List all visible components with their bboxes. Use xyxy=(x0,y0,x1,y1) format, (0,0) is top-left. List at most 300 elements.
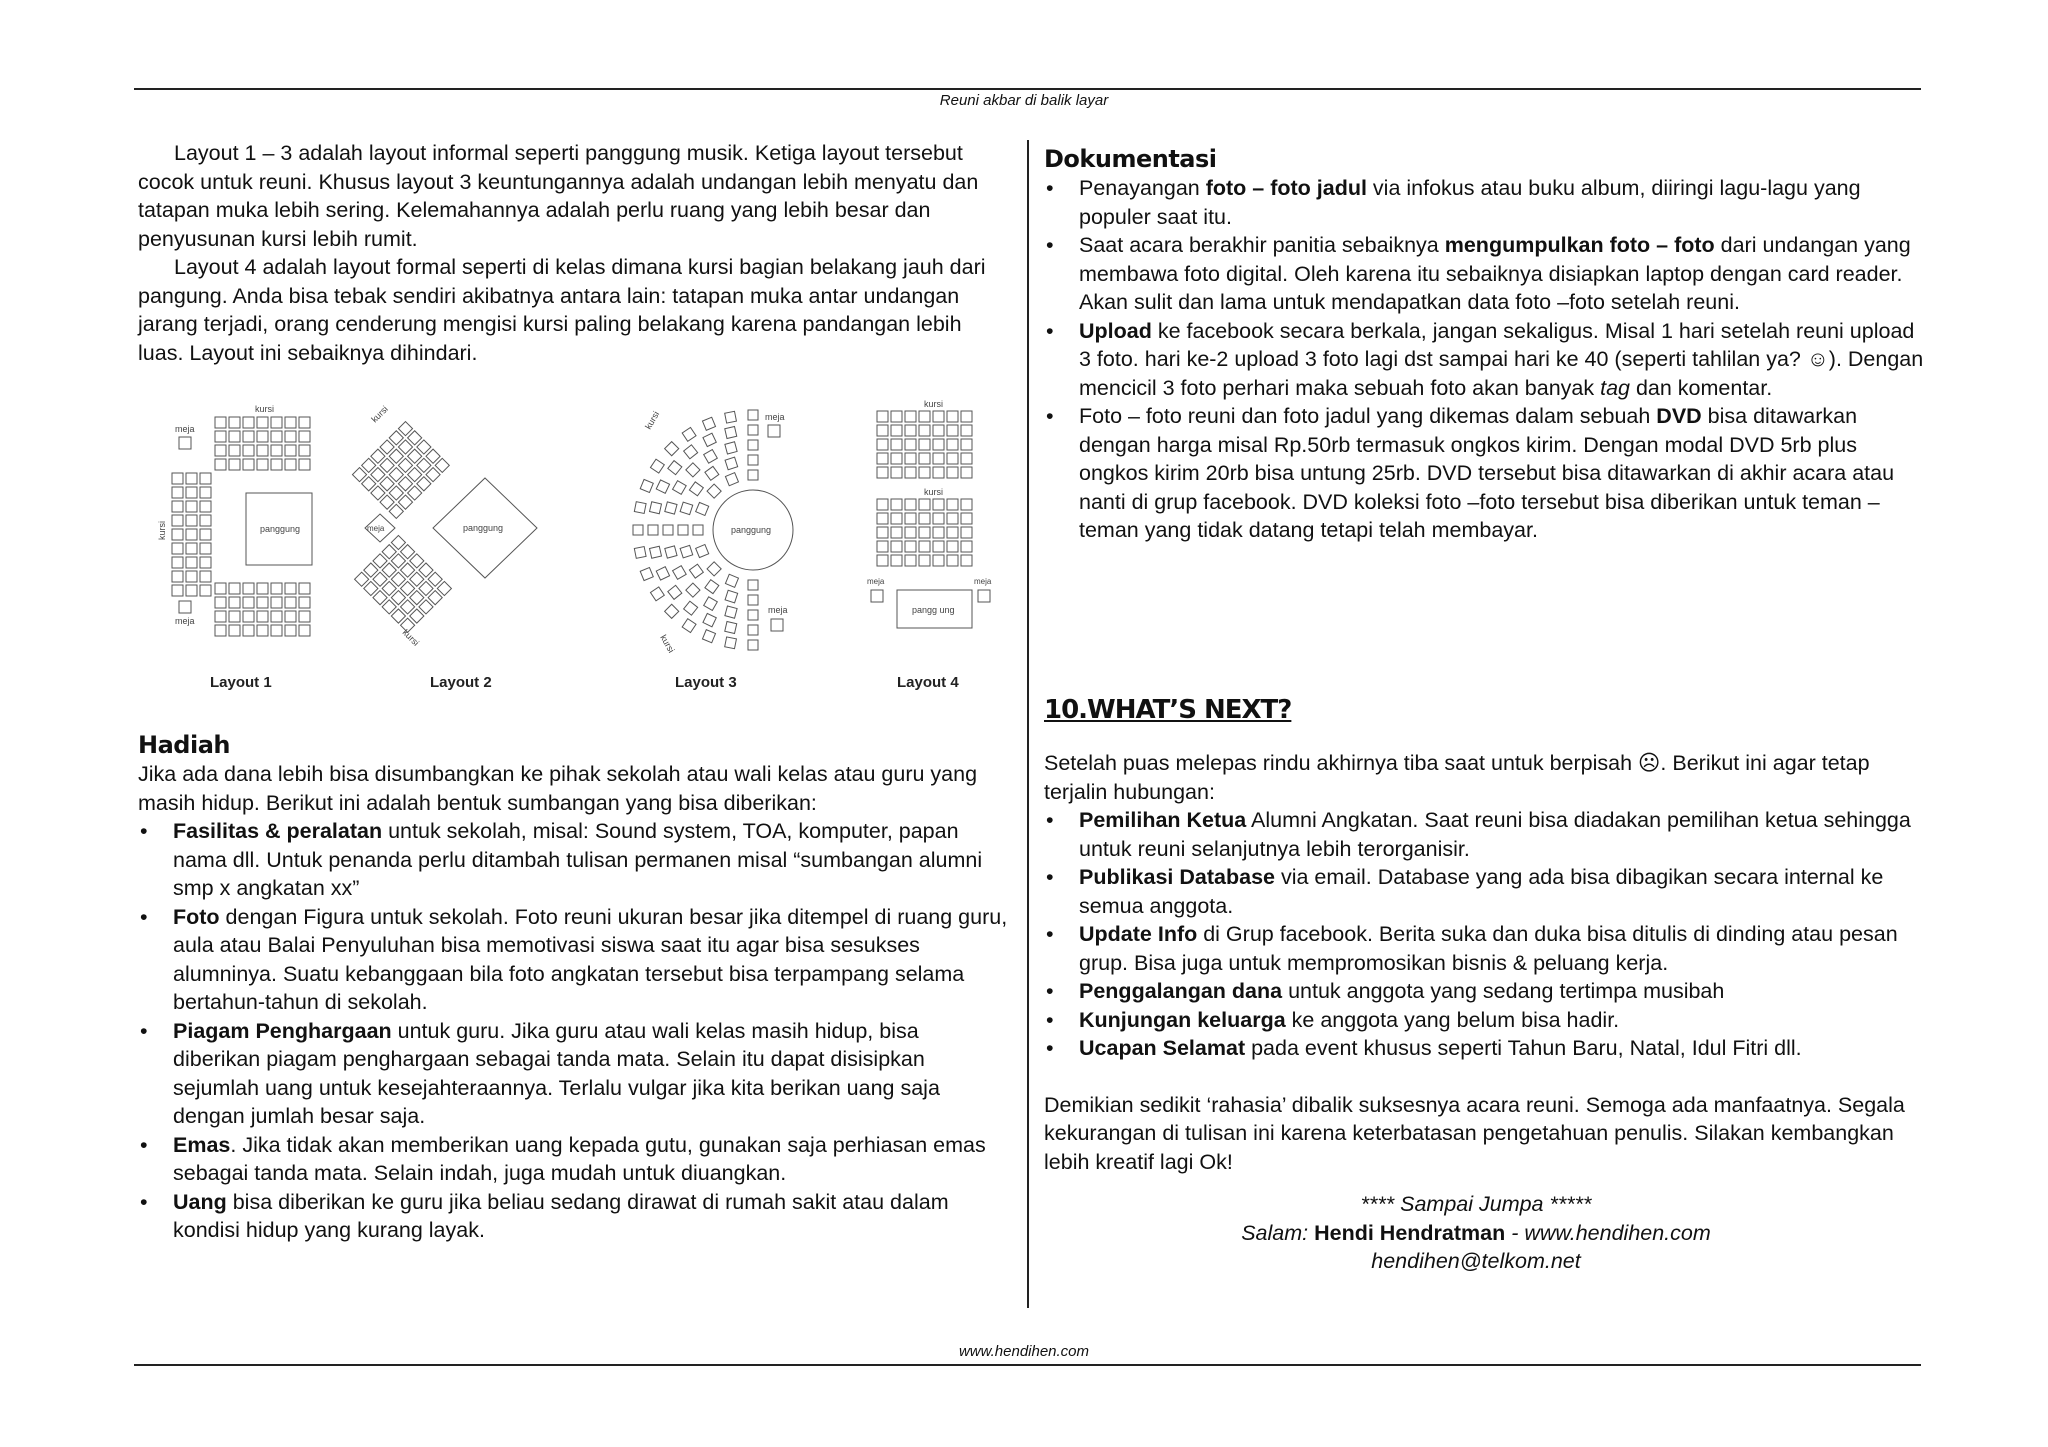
chair xyxy=(891,499,902,510)
chair xyxy=(919,411,930,422)
column-divider xyxy=(1027,140,1029,1308)
chair xyxy=(186,487,197,498)
chair xyxy=(725,622,737,634)
chair xyxy=(686,583,700,597)
chair xyxy=(877,439,888,450)
chair xyxy=(172,515,183,526)
chair xyxy=(243,611,254,622)
table xyxy=(179,601,191,613)
list-item: • Saat acara berakhir panitia sebaiknya mengumpulkan foto – foto dari undangan yang membawa foto digital. Oleh karena itu sebaiknya disiapkan laptop dengan card reader. Akan sulit dan lama untuk mendapatkan data foto –foto setelah reuni. xyxy=(1044,231,1924,317)
chair xyxy=(257,625,268,636)
signature-line-2: Salam: Hendi Hendratman - www.hendihen.com xyxy=(1241,1220,1711,1245)
chair xyxy=(933,439,944,450)
whats-next-list xyxy=(1044,806,1924,1063)
chair xyxy=(229,431,240,442)
label-kursi: kursi xyxy=(924,487,944,497)
list-item: • Penggalangan dana untuk anggota yang sedang tertimpa musibah xyxy=(1044,977,1924,1006)
chair xyxy=(668,461,682,475)
chair xyxy=(285,597,296,608)
chair xyxy=(398,458,412,472)
signature-line-1: **** Sampai Jumpa ***** xyxy=(1360,1192,1592,1216)
chair xyxy=(229,445,240,456)
label-meja: meja xyxy=(768,605,788,615)
chair xyxy=(684,445,698,459)
chair xyxy=(200,473,211,484)
hadiah-title: Hadiah xyxy=(138,731,230,759)
whats-next-title: 10.WHAT’S NEXT? xyxy=(1044,695,1292,725)
chair xyxy=(702,630,715,643)
layout-caption: Layout 2 xyxy=(430,674,492,691)
chair xyxy=(877,467,888,478)
chair xyxy=(229,583,240,594)
chair xyxy=(243,459,254,470)
table xyxy=(179,437,191,449)
label-kursi: kursi xyxy=(924,399,944,409)
chair xyxy=(419,581,433,595)
chair xyxy=(380,440,394,454)
chair xyxy=(682,619,696,633)
chair xyxy=(257,583,268,594)
chair xyxy=(364,581,378,595)
chair xyxy=(229,459,240,470)
chair xyxy=(686,463,700,477)
chair xyxy=(748,595,758,605)
label-panggung: panggung xyxy=(731,525,772,535)
layouts-svg xyxy=(140,385,1010,705)
chair xyxy=(172,501,183,512)
chair xyxy=(299,625,310,636)
list-item: • Fasilitas & peralatan untuk sekolah, misal: Sound system, TOA, komputer, papan nama dll. Untuk penanda perlu ditambah tulisan permanen misal “sumbangan alumni smp x angkatan xx” xyxy=(138,817,1008,903)
chair xyxy=(243,431,254,442)
layout-caption: Layout 4 xyxy=(897,674,959,691)
chair xyxy=(257,597,268,608)
chair xyxy=(186,543,197,554)
chair xyxy=(905,499,916,510)
chair xyxy=(891,467,902,478)
chair xyxy=(200,557,211,568)
table xyxy=(771,619,783,631)
chair xyxy=(271,597,282,608)
chair xyxy=(172,557,183,568)
dokumentasi-list xyxy=(1044,174,1924,545)
chair xyxy=(285,459,296,470)
chair xyxy=(299,611,310,622)
chair xyxy=(285,583,296,594)
chair xyxy=(186,557,197,568)
chair xyxy=(656,567,669,580)
chair xyxy=(426,449,440,463)
table xyxy=(768,425,780,437)
label-kursi: kursi xyxy=(658,633,677,655)
chair xyxy=(684,601,698,615)
chair xyxy=(919,439,930,450)
chair xyxy=(257,459,268,470)
chair xyxy=(877,425,888,436)
chair xyxy=(933,499,944,510)
chair xyxy=(961,513,972,524)
chair xyxy=(257,445,268,456)
chair xyxy=(668,585,682,599)
chair xyxy=(410,554,424,568)
chair xyxy=(947,541,958,552)
chair xyxy=(748,625,758,635)
chair xyxy=(877,453,888,464)
chair xyxy=(877,499,888,510)
chair xyxy=(299,431,310,442)
chair xyxy=(905,541,916,552)
chair xyxy=(947,527,958,538)
chair xyxy=(725,411,737,423)
running-header: Reuni akbar di balik layar xyxy=(939,92,1109,109)
table xyxy=(871,590,883,602)
chair xyxy=(271,611,282,622)
chair xyxy=(215,597,226,608)
chair xyxy=(200,529,211,540)
chair xyxy=(398,440,412,454)
chair xyxy=(650,459,664,473)
chair xyxy=(961,555,972,566)
chair xyxy=(891,453,902,464)
chair xyxy=(933,453,944,464)
chair xyxy=(417,477,431,491)
chair xyxy=(905,439,916,450)
chair xyxy=(410,609,424,623)
label-meja: meja xyxy=(765,412,785,422)
signature-email: hendihen@telkom.net xyxy=(1371,1249,1581,1273)
chair xyxy=(401,600,415,614)
chair xyxy=(748,580,758,590)
chair xyxy=(891,513,902,524)
chair xyxy=(200,585,211,596)
chair xyxy=(299,445,310,456)
chair xyxy=(389,504,403,518)
chair xyxy=(229,611,240,622)
chair xyxy=(186,515,197,526)
list-item: • Foto – foto reuni dan foto jadul yang dikemas dalam sebuah DVD bisa ditawarkan dengan harga misal Rp.50rb termasuk ongkos kirim. Dengan modal DVD 5rb plus ongkos kirim 20rb bisa untung 25rb. DVD tersebut bisa ditawarkan di akhir acara atau nanti di grup facebook. DVD koleksi foto –foto tersebut bisa diberikan untuk teman – teman yang tidak datang tetapi telah membayar. xyxy=(1044,402,1924,545)
chair xyxy=(380,477,394,491)
chair xyxy=(725,606,737,618)
chair xyxy=(961,453,972,464)
chair xyxy=(172,529,183,540)
chair xyxy=(634,502,646,514)
chair xyxy=(933,411,944,422)
chair xyxy=(172,473,183,484)
chair xyxy=(172,487,183,498)
chair xyxy=(919,499,930,510)
layout-caption: Layout 3 xyxy=(675,674,737,691)
chair xyxy=(961,467,972,478)
chair xyxy=(398,422,412,436)
chair xyxy=(200,487,211,498)
chair xyxy=(426,468,440,482)
chair xyxy=(725,473,738,486)
list-item: • Piagam Penghargaan untuk guru. Jika guru atau wali kelas masih hidup, bisa diberikan piagam penghargaan sebagai tanda mata. Selain itu dapat disisipkan sejumlah uang untuk kesejahteraannya. Terlalu vulgar jika kita berikan uang saja dengan jumlah besar saja. xyxy=(138,1017,1008,1131)
chair xyxy=(689,564,703,578)
chair xyxy=(905,527,916,538)
chair xyxy=(703,613,716,626)
chair xyxy=(215,417,226,428)
chair xyxy=(371,486,385,500)
chair-block xyxy=(352,422,449,519)
chair xyxy=(725,637,737,649)
chair xyxy=(373,591,387,605)
chair xyxy=(634,547,646,559)
chair xyxy=(186,501,197,512)
list-item: • Ucapan Selamat pada event khusus seperti Tahun Baru, Natal, Idul Fitri dll. xyxy=(1044,1034,1924,1063)
left-intro xyxy=(138,139,1008,367)
chair xyxy=(373,572,387,586)
chair xyxy=(355,572,369,586)
chair xyxy=(650,587,664,601)
chair xyxy=(919,425,930,436)
chair xyxy=(437,581,451,595)
chair xyxy=(891,425,902,436)
chair xyxy=(419,563,433,577)
chair xyxy=(373,554,387,568)
chair xyxy=(215,611,226,622)
chair xyxy=(410,572,424,586)
chair xyxy=(665,442,679,456)
chair xyxy=(877,527,888,538)
chair xyxy=(748,440,758,450)
chair xyxy=(673,481,687,495)
chair xyxy=(648,525,658,535)
chair xyxy=(389,449,403,463)
chair xyxy=(725,590,738,603)
chair xyxy=(680,502,693,515)
chair xyxy=(243,597,254,608)
chair xyxy=(215,431,226,442)
chair xyxy=(640,479,653,492)
chair xyxy=(665,502,677,514)
chair xyxy=(271,583,282,594)
chair xyxy=(877,541,888,552)
signature-block xyxy=(1044,1190,1908,1276)
chair xyxy=(748,470,758,480)
chair xyxy=(947,453,958,464)
chair xyxy=(693,525,703,535)
chair xyxy=(905,425,916,436)
chair xyxy=(891,411,902,422)
chair xyxy=(673,566,687,580)
whats-next-intro: Setelah puas melepas rindu akhirnya tiba saat untuk berpisah ☹. Berikut ini agar tetap terjalin hubungan: xyxy=(1044,751,1870,804)
chair xyxy=(285,611,296,622)
chair xyxy=(243,445,254,456)
chair xyxy=(382,545,396,559)
chair xyxy=(919,467,930,478)
chair xyxy=(243,583,254,594)
chair xyxy=(678,525,688,535)
chair xyxy=(299,583,310,594)
list-item: • Pemilihan Ketua Alumni Angkatan. Saat reuni bisa diadakan pemilihan ketua sehingga untuk reuni selanjutnya lebih terorganisir. xyxy=(1044,806,1924,863)
chair xyxy=(947,555,958,566)
chair xyxy=(172,585,183,596)
chair xyxy=(382,563,396,577)
chair xyxy=(352,468,366,482)
chair xyxy=(905,411,916,422)
chair xyxy=(919,555,930,566)
chair xyxy=(408,449,422,463)
chair xyxy=(725,427,737,439)
chair xyxy=(933,425,944,436)
chair xyxy=(905,453,916,464)
chair xyxy=(186,585,197,596)
hadiah-intro: Jika ada dana lebih bisa disumbangkan ke pihak sekolah atau wali kelas atau guru yang masih hidup. Berikut ini adalah bentuk sumbangan yang bisa diberikan: xyxy=(138,762,978,815)
chair xyxy=(725,442,737,454)
chair xyxy=(285,625,296,636)
chair xyxy=(640,567,653,580)
chair xyxy=(408,468,422,482)
chair xyxy=(748,455,758,465)
chair xyxy=(362,477,376,491)
chair xyxy=(961,411,972,422)
chair xyxy=(947,411,958,422)
chair xyxy=(271,445,282,456)
chair xyxy=(172,543,183,554)
chair xyxy=(665,546,677,558)
chair xyxy=(748,610,758,620)
chair xyxy=(186,473,197,484)
chair xyxy=(947,499,958,510)
chair xyxy=(933,541,944,552)
list-item: • Penayangan foto – foto jadul via infokus atau buku album, diiringi lagu-lagu yang populer saat itu. xyxy=(1044,174,1924,231)
chair xyxy=(933,527,944,538)
list-item: • Foto dengan Figura untuk sekolah. Foto reuni ukuran besar jika ditempel di ruang guru, aula atau Balai Penyuluhan bisa memotivasi siswa saat itu agar bisa sesukses alumninya. Suatu kebanggaan bila foto angkatan tersebut bisa terpampang selama bertahun-tahun di sekolah. xyxy=(138,903,1008,1017)
label-kursi: kursi xyxy=(400,627,422,648)
label-meja: meja xyxy=(367,524,385,533)
chair xyxy=(271,625,282,636)
chair xyxy=(271,459,282,470)
hadiah-section xyxy=(138,730,1008,1245)
chair xyxy=(215,459,226,470)
chair xyxy=(391,591,405,605)
chair xyxy=(919,527,930,538)
chair xyxy=(380,458,394,472)
chair xyxy=(705,580,719,594)
chair xyxy=(362,458,376,472)
chair xyxy=(696,545,709,558)
chair xyxy=(200,515,211,526)
chair xyxy=(919,513,930,524)
chair xyxy=(417,440,431,454)
chair xyxy=(428,572,442,586)
chair xyxy=(877,513,888,524)
chair xyxy=(285,417,296,428)
chair xyxy=(398,495,412,509)
chair xyxy=(257,611,268,622)
chair xyxy=(919,453,930,464)
chair xyxy=(229,417,240,428)
chair xyxy=(401,581,415,595)
chair xyxy=(961,439,972,450)
chair xyxy=(707,484,721,498)
label-meja: meja xyxy=(867,577,885,586)
list-item: • Uang bisa diberikan ke guru jika beliau sedang dirawat di rumah sakit atau dalam kondisi hidup yang kurang layak. xyxy=(138,1188,1008,1245)
chair xyxy=(428,591,442,605)
list-item: • Upload ke facebook secara berkala, jangan sekaligus. Misal 1 hari setelah reuni upload 3 foto. hari ke-2 upload 3 foto lagi dst sampai hari ke 40 (seperti tahlilan ya? ☺). Dengan mencicil 3 foto perhari maka sebuah foto akan banyak tag dan komentar. xyxy=(1044,317,1924,403)
chair xyxy=(961,499,972,510)
chair xyxy=(748,410,758,420)
chair xyxy=(689,482,703,496)
chair xyxy=(200,543,211,554)
chair xyxy=(186,571,197,582)
chair xyxy=(933,555,944,566)
chair xyxy=(389,468,403,482)
chair xyxy=(748,640,758,650)
chair xyxy=(285,445,296,456)
intro-paragraph-2: Layout 4 adalah layout formal seperti di kelas dimana kursi bagian belakang jauh dari pangung. Anda bisa tebak sendiri akibatnya antara lain: tatapan muka antar undangan jarang terjadi, orang cenderung mengisi kursi paling belakang karena pandangan lebih luas. Layout ini sebaiknya dihindari. xyxy=(138,255,986,365)
chair xyxy=(891,439,902,450)
chair xyxy=(391,535,405,549)
chair xyxy=(398,477,412,491)
chair xyxy=(299,417,310,428)
seating-layouts-figure xyxy=(140,385,1010,705)
chair xyxy=(408,486,422,500)
chair xyxy=(229,597,240,608)
chair xyxy=(271,417,282,428)
chair xyxy=(933,513,944,524)
chair xyxy=(891,541,902,552)
chair xyxy=(947,425,958,436)
chair xyxy=(665,604,679,618)
chair xyxy=(702,417,715,430)
chair xyxy=(299,597,310,608)
chair xyxy=(877,411,888,422)
chair xyxy=(215,625,226,636)
chair xyxy=(200,571,211,582)
chair-block xyxy=(355,535,452,632)
chair xyxy=(285,431,296,442)
list-item: • Update Info di Grup facebook. Berita suka dan duka bisa ditulis di dinding atau pesan grup. Bisa juga untuk mempromosikan bisnis & peluang kerja. xyxy=(1044,920,1924,977)
chair xyxy=(417,458,431,472)
chair xyxy=(200,501,211,512)
chair xyxy=(410,591,424,605)
chair xyxy=(382,600,396,614)
chair xyxy=(380,495,394,509)
chair xyxy=(215,583,226,594)
chair xyxy=(633,525,643,535)
chair xyxy=(707,562,721,576)
label-meja: meja xyxy=(974,577,992,586)
hadiah-list xyxy=(138,817,1008,1245)
layout-caption: Layout 1 xyxy=(210,674,272,691)
chair xyxy=(682,427,696,441)
chair xyxy=(704,597,718,611)
chair xyxy=(215,445,226,456)
label-panggung: pangg ung xyxy=(912,605,955,615)
chair xyxy=(371,449,385,463)
dokumentasi-title: Dokumentasi xyxy=(1044,145,1217,173)
chair xyxy=(891,555,902,566)
label-kursi: kursi xyxy=(369,403,390,425)
chair xyxy=(905,467,916,478)
chair xyxy=(933,467,944,478)
chair xyxy=(905,555,916,566)
chair xyxy=(891,527,902,538)
chair xyxy=(391,554,405,568)
label-meja: meja xyxy=(175,424,195,434)
dokumentasi-section xyxy=(1044,144,1924,545)
label-kursi: kursi xyxy=(157,520,167,540)
chair xyxy=(243,625,254,636)
label-panggung: panggung xyxy=(260,524,301,534)
chair xyxy=(389,431,403,445)
chair xyxy=(650,546,662,558)
chair xyxy=(663,525,673,535)
chair xyxy=(391,609,405,623)
list-item: • Kunjungan keluarga ke anggota yang belum bisa hadir. xyxy=(1044,1006,1924,1035)
chair xyxy=(961,527,972,538)
